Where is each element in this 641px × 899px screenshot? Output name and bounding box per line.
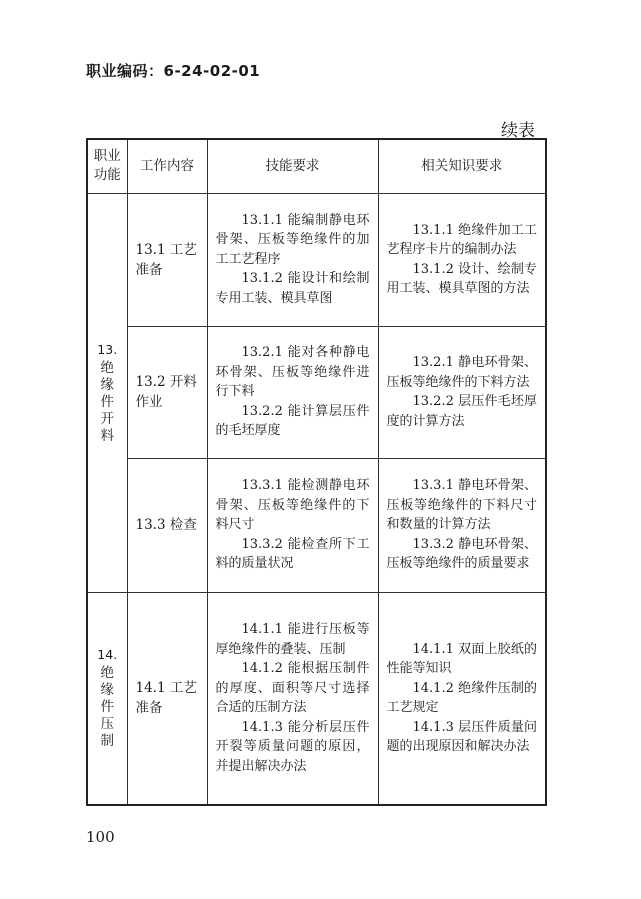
function-number: 14. [97, 647, 118, 663]
table-row [87, 592, 546, 805]
skills-table [86, 138, 547, 806]
knowledge-item: 14.1.2 绝缘件压制的工艺规定 [386, 680, 537, 716]
knowledge-item: 13.3.2 静电环骨架、压板等绝缘件的质量要求 [386, 536, 537, 572]
continuation-label: 续表 [501, 121, 535, 141]
header-knowledge: 相关知识要求 [378, 139, 546, 193]
knowledge-item: 13.1.1 绝缘件加工工艺程序卡片的编制办法 [386, 222, 537, 257]
page-number: 100 [86, 828, 115, 846]
function-cell-14 [87, 592, 127, 805]
table-row [87, 193, 546, 326]
skill-cell [207, 326, 378, 458]
header-skill: 技能要求 [207, 139, 378, 193]
occupation-code: 职业编码：6-24-02-01 [86, 62, 261, 80]
function-number: 13. [97, 341, 118, 357]
skill-item: 14.1.2 能根据压制件的厚度、面积等尺寸选择合适的压制方法 [215, 661, 370, 716]
work-content: 13.2 开料作业 [127, 326, 207, 458]
header-work: 工作内容 [127, 139, 207, 193]
knowledge-item: 13.1.2 设计、绘制专用工装、模具草图的方法 [386, 261, 537, 296]
knowledge-cell [378, 193, 546, 326]
function-cell-13 [87, 193, 127, 592]
skill-item: 13.1.2 能设计和绘制专用工装、模具草图 [215, 271, 370, 306]
knowledge-item: 14.1.3 层压件质量问题的出现原因和解决办法 [386, 719, 537, 755]
header-function-text: 职业 功能 [93, 148, 121, 184]
skill-item: 13.3.1 能检测静电环骨架、压板等绝缘件的下料尺寸 [215, 478, 370, 533]
knowledge-cell [378, 326, 546, 458]
table-header-row [87, 139, 546, 193]
table-row [87, 326, 546, 458]
knowledge-item: 14.1.1 双面上胶纸的性能等知识 [386, 641, 537, 677]
skill-item: 13.1.1 能编制静电环骨架、压板等绝缘件的加工工艺程序 [215, 212, 370, 267]
knowledge-cell [378, 592, 546, 805]
knowledge-item: 13.2.2 层压件毛坯厚度的计算方法 [386, 394, 537, 429]
header-function [87, 139, 127, 193]
skill-cell [207, 193, 378, 326]
knowledge-item: 13.2.1 静电环骨架、压板等绝缘件的下料方法 [386, 355, 537, 390]
work-content: 14.1 工艺准备 [127, 592, 207, 805]
skill-cell [207, 458, 378, 592]
skill-item: 13.2.1 能对各种静电环骨架、压板等绝缘件进行下料 [215, 345, 370, 400]
function-name: 绝缘件开料 [100, 359, 114, 444]
function-name: 绝缘件压制 [100, 665, 114, 750]
work-content: 13.1 工艺准备 [127, 193, 207, 326]
skill-item: 13.2.2 能计算层压件的毛坯厚度 [215, 403, 370, 439]
knowledge-cell [378, 458, 546, 592]
skill-item: 14.1.3 能分析层压件开裂等质量问题的原因，并提出解决办法 [215, 719, 370, 774]
skill-item: 13.3.2 能检查所下工料的质量状况 [215, 536, 370, 572]
table-row [87, 458, 546, 592]
skill-cell [207, 592, 378, 805]
knowledge-item: 13.3.1 静电环骨架、压板等绝缘件的下料尺寸和数量的计算方法 [386, 478, 537, 533]
skill-item: 14.1.1 能进行压板等厚绝缘件的叠装、压制 [215, 622, 370, 657]
work-content: 13.3 检查 [127, 458, 207, 592]
